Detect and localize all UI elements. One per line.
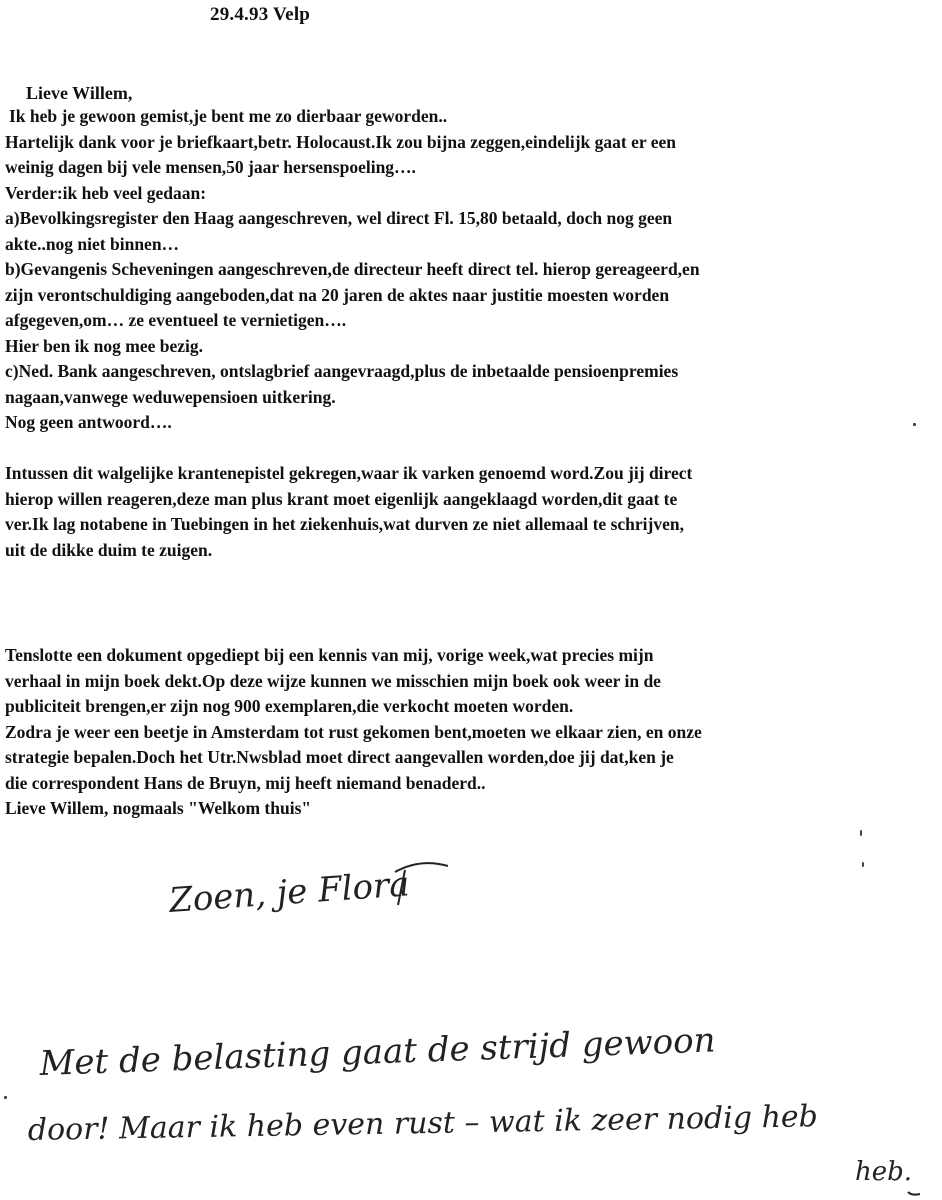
- text-line: akte..nog niet binnen…: [5, 233, 180, 254]
- text-line: afgegeven,om… ze eventueel te vernietigen….: [5, 310, 347, 330]
- text-line: ver.Ik lag notabene in Tuebingen in het ziekenhuis,wat durven ze niet allemaal te schrijven,: [5, 514, 684, 534]
- text-line: Zodra je weer een beetje in Amsterdam tot rust gekomen bent,moeten we elkaar zien, en onze: [5, 721, 702, 742]
- note-line: Met de belasting gaat de strijd gewoon: [38, 1020, 717, 1084]
- paragraph-3: [5, 643, 845, 822]
- letter-date: 29.4.93 Velp: [210, 4, 311, 25]
- scan-speck: [4, 1096, 7, 1099]
- text-line: hierop willen reageren,deze man plus krant moet eigenlijk aangeklaagd worden,dit gaat te: [5, 488, 678, 509]
- text-line: Hier ben ik nog mee bezig.: [5, 335, 203, 356]
- scan-speck: [860, 830, 862, 836]
- text-line: b)Gevangenis Scheveningen aangeschreven,de directeur heeft direct tel. hierop gereageerd,en: [5, 259, 700, 279]
- scan-speck: [862, 862, 864, 867]
- text-line: die correspondent Hans de Bruyn, mij heeft niemand benaderd..: [5, 772, 486, 793]
- signature-text: Zoen, je Flora: [167, 864, 411, 921]
- text-line: verhaal in mijn boek dekt.Op deze wijze kunnen we misschien mijn boek ook weer in de: [5, 670, 661, 691]
- text-line: Nog geen antwoord….: [5, 412, 172, 432]
- note-line: heb.: [855, 1157, 913, 1187]
- text-line: a)Bevolkingsregister den Haag aangeschreven, wel direct Fl. 15,80 betaald, doch nog geen: [5, 208, 673, 228]
- text-line: c)Ned. Bank aangeschreven, ontslagbrief aangevraagd,plus de inbetaalde pensioenpremies: [5, 361, 679, 381]
- text-line: nagaan,vanwege weduwepensioen uitkering.: [5, 386, 336, 407]
- text-line: Verder:ik heb veel gedaan:: [5, 182, 207, 203]
- text-line: strategie bepalen.Doch het Utr.Nwsblad moet direct aangevallen worden,doe jij dat,ken je: [5, 747, 674, 767]
- text-line: publiciteit brengen,er zijn nog 900 exemplaren,die verkocht moeten worden.: [5, 696, 574, 716]
- note-line: door! Maar ik heb even rust – wat ik zeer nodig heb: [27, 1099, 819, 1148]
- text-line: Intussen dit walgelijke krantenepistel gekregen,waar ik varken genoemd word.Zou jij direct: [5, 463, 693, 483]
- paragraph-2: [5, 461, 845, 563]
- text-line: weinig dagen bij vele mensen,50 jaar hersenspoeling….: [5, 157, 416, 177]
- text-line: zijn verontschuldiging aangeboden,dat na 20 jaren de aktes naar justitie moesten worden: [5, 284, 670, 305]
- handwritten-note: [28, 1020, 913, 1187]
- text-line: Lieve Willem, nogmaals "Welkom thuis": [5, 798, 312, 818]
- scan-speck: [913, 423, 916, 426]
- handwritten-signature: [167, 863, 448, 921]
- paragraph-1: [5, 104, 845, 436]
- text-line: Tenslotte een dokument opgediept bij een kennis van mij, vorige week,wat precies mijn: [5, 645, 654, 665]
- text-line: Ik heb je gewoon gemist,je bent me zo dierbaar geworden..: [9, 106, 448, 126]
- text-line: Hartelijk dank voor je briefkaart,betr. Holocaust.Ik zou bijna zeggen,eindelijk gaat er een: [5, 131, 676, 152]
- text-line: uit de dikke duim te zuigen.: [5, 539, 213, 560]
- salutation: Lieve Willem,: [26, 83, 133, 103]
